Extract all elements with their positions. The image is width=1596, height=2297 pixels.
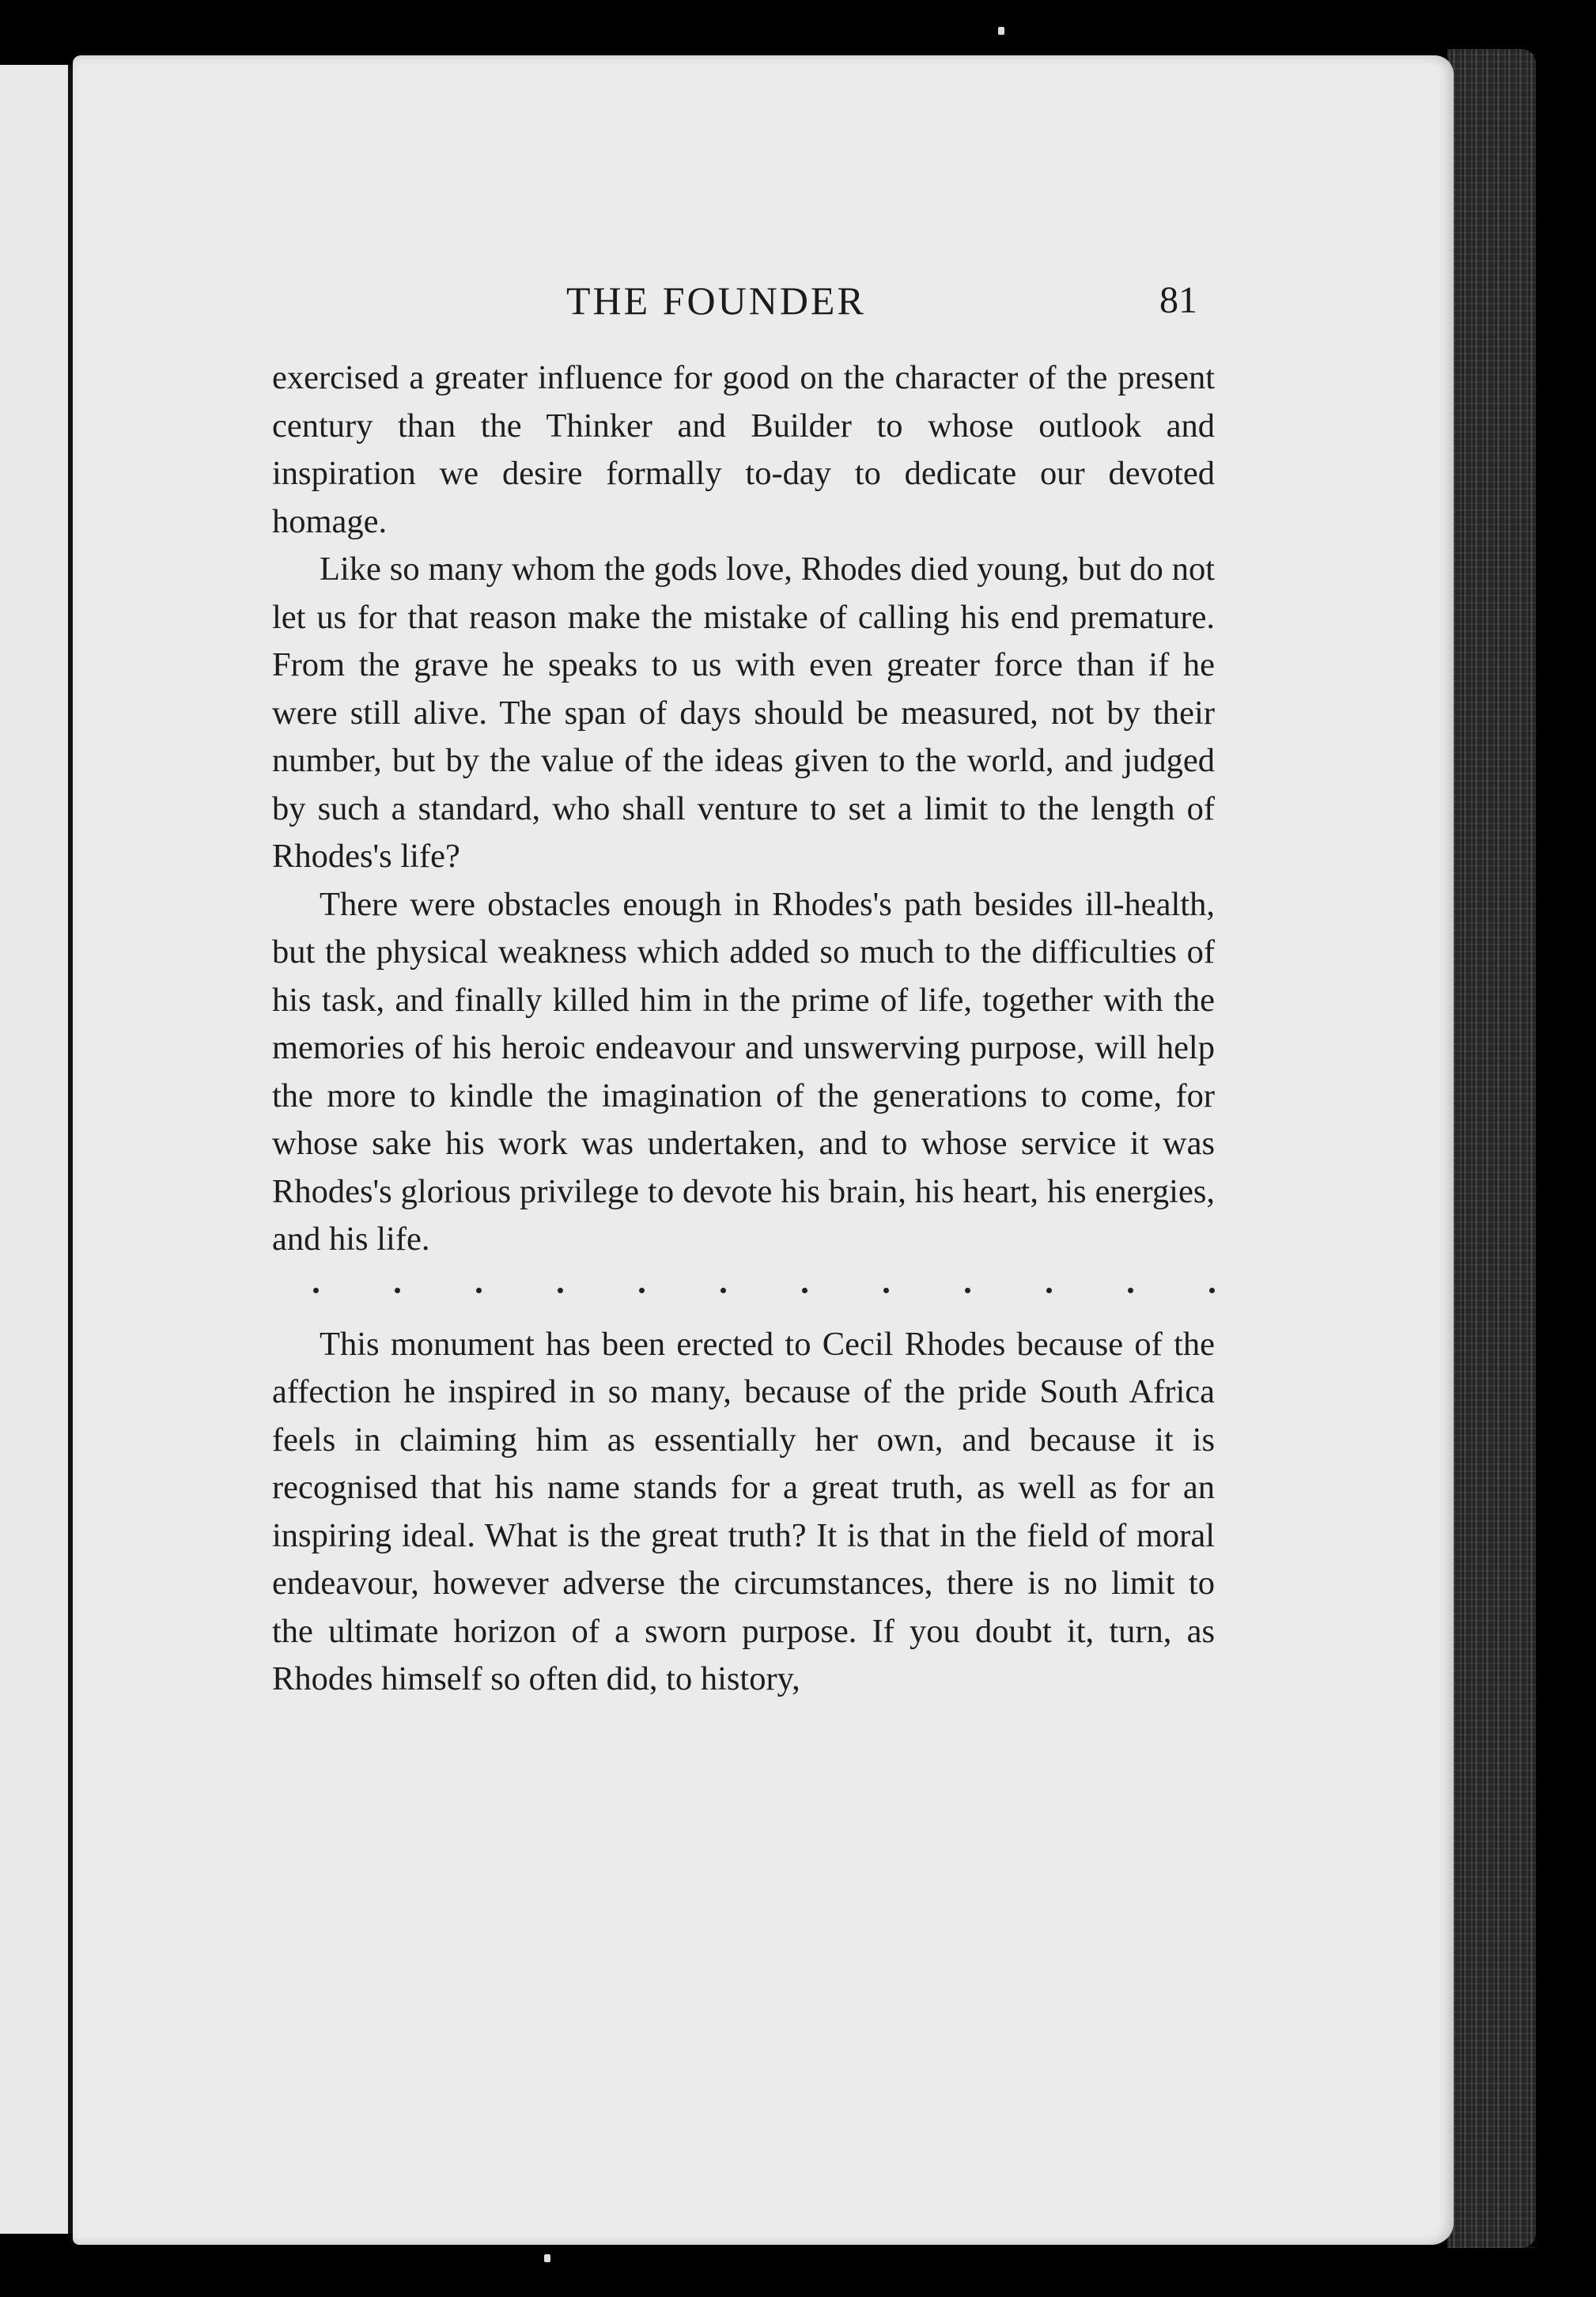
paragraph: There were obstacles enough in Rhodes's path besides ill-health, but the physical weakness which added so much to the difficulties of his task, and finally killed him in the prime of life, together with the memories of his heroic endeavour and unswerving purpose, will help the more to kindle the imagination of the generations to come, for whose sake his work was undertaken, and to whose service it was Rhodes's glorious privilege to devote his brain, his heart, his energies, and his life.: [272, 885, 1215, 1258]
separator-dot: [965, 1288, 970, 1293]
separator-dot: [1209, 1288, 1215, 1293]
separator-dot: [802, 1288, 807, 1293]
separator-dot: [639, 1288, 645, 1293]
paragraph: exercised a greater influence for good on the character of the present century than the Thinker and Builder to whose outlook and inspiration we desire formally to-day to dedicate our devoted homage.: [272, 359, 1215, 540]
scan-speck: [998, 27, 1004, 35]
separator-dot: [1128, 1288, 1133, 1293]
page-body: [272, 354, 1215, 1704]
scan-speck: [544, 2254, 550, 2262]
separator-dot: [395, 1288, 400, 1293]
separator-dot: [1046, 1288, 1052, 1293]
facing-page-edge: [0, 65, 73, 2234]
section-separator: [313, 1272, 1215, 1310]
separator-dot: [720, 1288, 726, 1293]
separator-dot: [558, 1288, 563, 1293]
book-fore-edge: [1447, 49, 1536, 2248]
separator-dot: [313, 1288, 319, 1293]
separator-dot: [883, 1288, 889, 1293]
page-header: [0, 277, 1455, 324]
separator-dot: [476, 1288, 482, 1293]
paragraph: This monument has been erected to Cecil Rhodes because of the affection he inspired in so many, because of the pride South Africa feels in claiming him as essentially her own, and because it is recognised that his name stands for a great truth, as well as for an inspiring ideal. What is the great truth? It is that in the field of moral endeavour, however adverse the circumstances, there is no limit to the ultimate horizon of a sworn purpose. If you doubt it, turn, as Rhodes himself so often did, to history,: [272, 1325, 1215, 1697]
paragraph: Like so many whom the gods love, Rhodes died young, but do not let us for that reason make the mistake of calling his end premature. From the grave he speaks to us with even greater force than if he were still alive. The span of days should be measured, not by their number, but by the value of the ideas given to the world, and judged by such a standard, who shall venture to set a limit to the length of Rhodes's life?: [272, 551, 1215, 875]
running-head: THE FOUNDER: [566, 278, 866, 323]
page-number: 81: [1159, 279, 1197, 321]
